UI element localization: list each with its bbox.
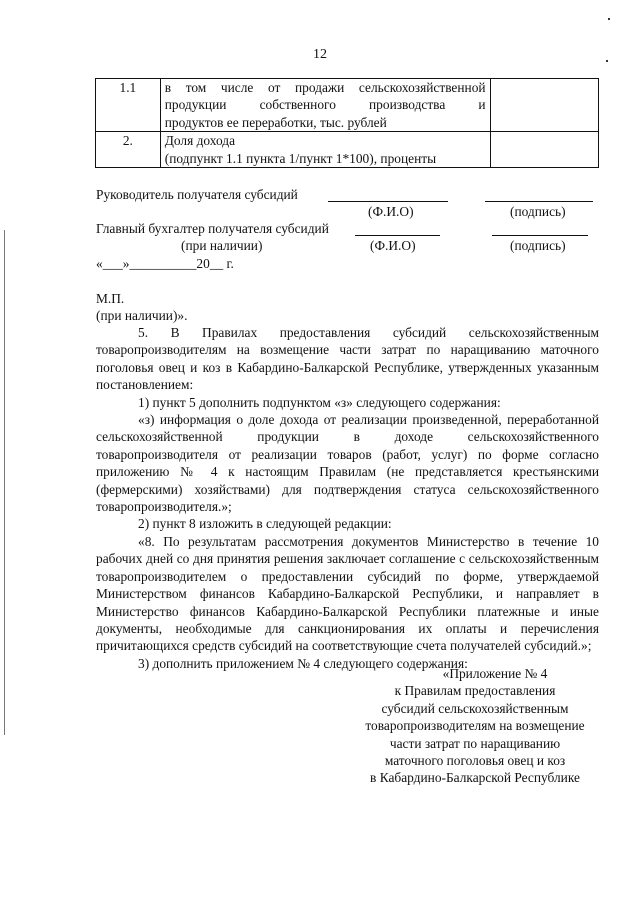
row-text-line: в том числе от продажи сельскохозяйственной (164, 80, 486, 95)
appendix-line: «Приложение № 4 (442, 666, 548, 681)
signature-line (485, 201, 593, 202)
row-text-line: продукции собственного производства и (164, 97, 486, 113)
scan-edge-line (4, 230, 5, 735)
income-share-table (95, 78, 599, 168)
date-line: «___»__________20__ г. (96, 256, 234, 271)
paragraph: «8. По результатам рассмотрения документов Министерство в течение 10 рабочих дней со дня принятия решения заключает соглашение с сельскохозяйственным товаропроизводителем о предоставлении субсидий по форме, утверждаемой Министерством финансов Кабардино-Балкарской Республики, и направляет в Министерство финансов Кабардино-Балкарской Республики платежные и иные документы, необходимые для санкционирования их оплаты и перечисления причитающихся средств субсидий на соответствующие счета получателей субсидий.»; (96, 533, 599, 654)
fio-label: (Ф.И.О) (368, 204, 414, 219)
paragraph: 2) пункт 8 изложить в следующей редакции: (138, 516, 392, 532)
stamp-if-any: (при наличии)». (96, 308, 188, 323)
paragraph: 1) пункт 5 дополнить подпунктом «з» следующего содержания: (138, 394, 501, 410)
signature-label: (подпись) (510, 238, 566, 253)
appendix-line: к Правилам предоставления (394, 683, 556, 699)
scan-speck (608, 18, 610, 20)
stamp-mp: М.П. (96, 291, 125, 306)
row-description (160, 132, 490, 168)
page-number: 12 (313, 47, 327, 62)
paragraph: «з) информация о доле дохода от реализации произведенной, переработанной сельскохозяйственной продукции в доходе сельскохозяйственного товаропроизводителя от реализации товаров (работ, услуг) по форме согласно приложению № 4 к настоящим Правилам (не представляется крестьянскими (фермерскими) хозяйствами) для подтверждения статуса сельскохозяйственного товаропроизводителя.»; (96, 412, 599, 515)
appendix-line: товаропроизводителям на возмещение (365, 718, 585, 734)
head-label: Руководитель получателя субсидий (96, 187, 298, 202)
appendix-header (340, 665, 610, 787)
row-number: 1.1 (96, 79, 161, 132)
table-row (96, 79, 599, 132)
appendix-line: маточного поголовья овец и коз (384, 753, 566, 769)
accountant-label: Главный бухгалтер получателя субсидий (96, 221, 329, 236)
row-text-line: Доля дохода (164, 133, 236, 149)
paragraph: 5. В Правилах предоставления субсидий сельскохозяйственным товаропроизводителям на возмещение части затрат по наращиванию маточного поголовья овец и коз в Кабардино-Балкарской Республике, утвержденных указанным постановлением: (96, 325, 599, 393)
if-any-label: (при наличии) (181, 238, 263, 253)
appendix-line: в Кабардино-Балкарской Республике (370, 770, 580, 786)
scan-speck (606, 60, 608, 62)
amendment-text (96, 324, 599, 672)
appendix-line: части затрат по наращиванию (389, 735, 561, 751)
appendix-line: субсидий сельскохозяйственным (381, 700, 569, 716)
table-row (96, 132, 599, 168)
row-description (160, 79, 490, 132)
row-value-cell (490, 132, 598, 168)
row-text-line: продуктов ее переработки, тыс. рублей (164, 114, 387, 130)
paragraph: 3) дополнить приложением № 4 следующего содержания: (138, 655, 468, 671)
fio-label: (Ф.И.О) (370, 238, 416, 253)
row-number: 2. (96, 132, 161, 168)
signature-label: (подпись) (510, 204, 566, 219)
signature-line (492, 235, 588, 236)
row-value-cell (490, 79, 598, 132)
row-text-line: (подпункт 1.1 пункта 1/пункт 1*100), проценты (164, 150, 437, 166)
fio-line (355, 235, 440, 236)
fio-line (328, 201, 448, 202)
